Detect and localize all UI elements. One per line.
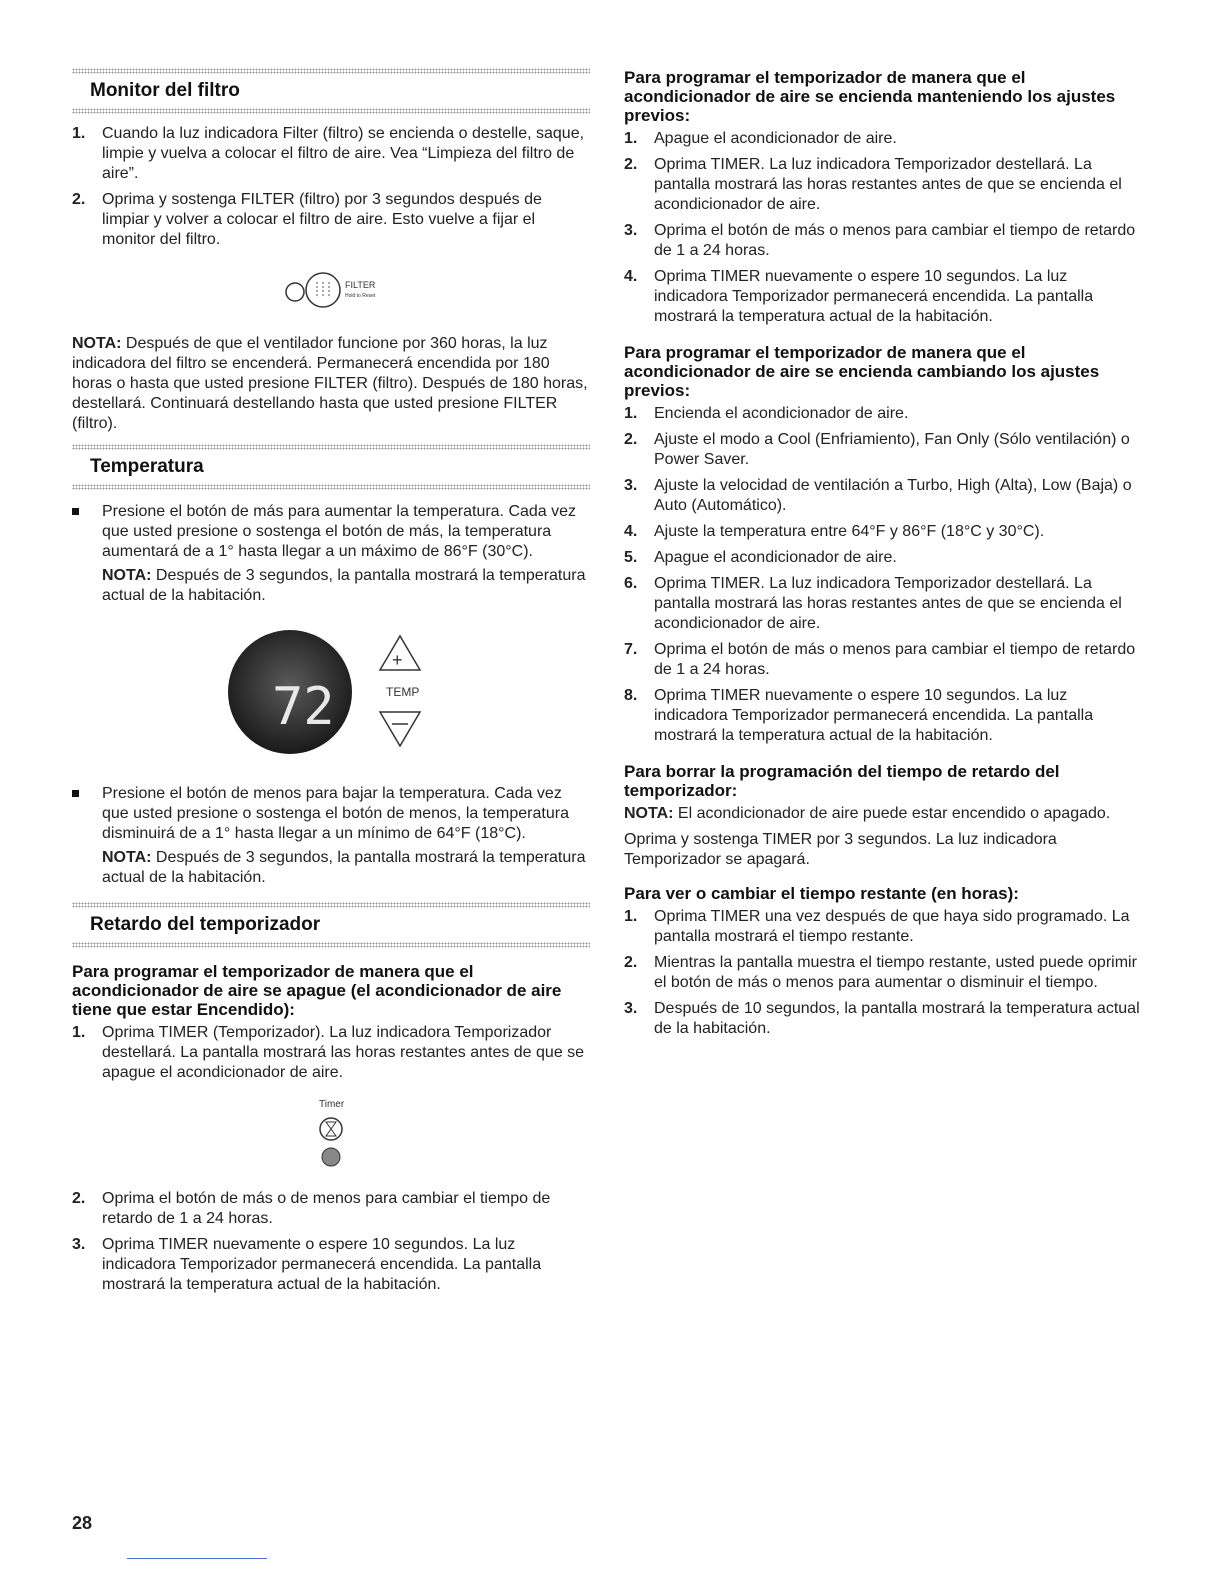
- list-item: 2. Oprima el botón de más o de menos para cambiar el tiempo de retardo de 1 a 24 horas.: [72, 1190, 551, 1227]
- page-number: 28: [72, 1513, 93, 1533]
- list-item: 2. Oprima TIMER. La luz indicadora Temporizador destellará. La pantalla mostrará las horas restantes antes de que se encienda el acondicionador de aire.: [624, 156, 1122, 213]
- timer-button-figure: [301, 1095, 361, 1175]
- section-title: Monitor del filtro: [90, 80, 240, 101]
- subheading: Para ver o cambiar el tiempo restante (en horas):: [624, 884, 1019, 903]
- svg-text:+: +: [392, 650, 403, 670]
- list-item: 1. Encienda el acondicionador de aire.: [624, 405, 909, 422]
- section-title: Retardo del temporizador: [90, 914, 321, 935]
- bullet: [72, 508, 79, 515]
- divider: [72, 484, 590, 490]
- list-item: Presione el botón de menos para bajar la temperatura. Cada vez que usted presione o sostenga el botón de menos, la temperatura disminuirá de a 1° hasta llegar a un mínimo de 64°F (18°C).: [72, 784, 590, 844]
- list-item: 3. Ajuste la velocidad de ventilación a Turbo, High (Alta), Low (Baja) o Auto (Automático).: [624, 477, 1132, 514]
- filter-note: NOTA: Después de que el ventilador funcione por 360 horas, la luz indicadora del filtro se encenderá. Permanecerá encendida por 180 horas o hasta que usted presione FILTER (filtro). Después de 180 horas, destellará. Continuará destellando hasta que usted presione FILTER (filtro).: [72, 335, 588, 432]
- list-item: 1. Oprima TIMER (Temporizador). La luz indicadora Temporizador destellará. La pantalla mostrará las horas restantes antes de que se apague el acondicionador de aire.: [72, 1024, 585, 1081]
- temperature-display-figure: [228, 624, 468, 764]
- subheading: Para programar el temporizador de manera que el acondicionador de aire se apague (el acondicionador de aire tiene que estar Encendido):: [72, 962, 562, 1019]
- list-item: 1. Apague el acondicionador de aire.: [624, 130, 897, 147]
- minus-triangle-icon: [380, 712, 420, 746]
- list-item: 8. Oprima TIMER nuevamente o espere 10 segundos. La luz indicadora Temporizador permanecerá encendida. La pantalla mostrará la temperatura actual de la habitación.: [624, 687, 1094, 744]
- list-item: 7. Oprima el botón de más o menos para cambiar el tiempo de retardo de 1 a 24 horas.: [624, 641, 1136, 678]
- filter-button-figure: [271, 260, 391, 320]
- list-item: 3. Después de 10 segundos, la pantalla mostrará la temperatura actual de la habitación.: [624, 1000, 1140, 1037]
- temp-note-1: NOTA: Después de 3 segundos, la pantalla mostrará la temperatura actual de la habitación.: [102, 567, 586, 604]
- filter-icon: [271, 260, 391, 320]
- list-item: 4. Oprima TIMER nuevamente o espere 10 segundos. La luz indicadora Temporizador permanecerá encendida. La pantalla mostrará la temperatura actual de la habitación.: [624, 268, 1094, 325]
- subheading: Para programar el temporizador de manera que el acondicionador de aire se encienda cambiando los ajustes previos:: [624, 343, 1100, 400]
- list-item: 3. Oprima el botón de más o menos para cambiar el tiempo de retardo de 1 a 24 horas.: [624, 222, 1136, 259]
- divider: [72, 942, 590, 948]
- divider: [72, 902, 590, 908]
- filter-sublabel: Hold to Reset: [345, 293, 376, 299]
- section-timer-clear: [624, 762, 1144, 870]
- list-item: 2. Oprima y sostenga FILTER (filtro) por 3 segundos después de limpiar y volver a colocar el filtro de aire. Esto vuelve a fijar el monitor del filtro.: [72, 191, 542, 248]
- timer-label: Timer: [319, 1099, 345, 1110]
- section-timer-view: [624, 884, 1144, 1039]
- list-item: 1. Cuando la luz indicadora Filter (filtro) se encienda o destelle, saque, limpie y vuelva a colocar el filtro de aire. Vea “Limpieza del filtro de aire”.: [72, 125, 585, 182]
- section-timer-delay: [72, 902, 590, 1295]
- divider: [72, 444, 590, 450]
- temp-note-2: NOTA: Después de 3 segundos, la pantalla mostrará la temperatura actual de la habitación.: [102, 849, 586, 886]
- subheading: Para programar el temporizador de manera que el acondicionador de aire se encienda manteniendo los ajustes previos:: [624, 68, 1116, 125]
- section-timer-on-change: [624, 343, 1144, 746]
- clear-note: NOTA: El acondicionador de aire puede estar encendido o apagado.: [624, 805, 1111, 822]
- steps-list: [624, 129, 1144, 327]
- list-item: 4. Ajuste la temperatura entre 64°F y 86°F (18°C y 30°C).: [624, 523, 1045, 540]
- list-item: Presione el botón de más para aumentar la temperatura. Cada vez que usted presione o sostenga el botón de más, la temperatura aumentará de a 1° hasta llegar a un máximo de 86°F (30°C).: [72, 502, 590, 562]
- divider: [72, 68, 590, 74]
- section-filter-monitor: [72, 68, 590, 434]
- list-item: 1. Oprima TIMER una vez después de que haya sido programado. La pantalla mostrará el tiempo restante.: [624, 908, 1130, 945]
- steps-list: [624, 404, 1144, 746]
- temp-bullets-2: [72, 784, 590, 844]
- right-column: [624, 68, 1144, 1049]
- list-item: 6. Oprima TIMER. La luz indicadora Temporizador destellará. La pantalla mostrará las horas restantes antes de que se encienda el acondicionador de aire.: [624, 575, 1122, 632]
- clear-paragraph: Oprima y sostenga TIMER por 3 segundos. La luz indicadora Temporizador se apagará.: [624, 831, 1057, 868]
- timer-icon: [301, 1095, 361, 1175]
- steps-list: [624, 907, 1144, 1039]
- temp-label: TEMP: [386, 685, 420, 699]
- list-item: 5. Apague el acondicionador de aire.: [624, 549, 897, 566]
- list-item: 3. Oprima TIMER nuevamente o espere 10 segundos. La luz indicadora Temporizador permanecerá encendida. La pantalla mostrará la temperatura actual de la habitación.: [72, 1236, 542, 1293]
- timer-steps-list-a: [72, 1023, 590, 1083]
- temperature-control-icon: [228, 624, 468, 764]
- section-temperature: [72, 444, 590, 888]
- filter-label: FILTER: [345, 280, 376, 290]
- timer-steps-list-b: [72, 1189, 590, 1295]
- left-column: [72, 68, 590, 1305]
- bullet: [72, 790, 79, 797]
- temp-bullets-1: [72, 502, 590, 562]
- divider: [72, 108, 590, 114]
- list-item: 2. Ajuste el modo a Cool (Enfriamiento), Fan Only (Sólo ventilación) o Power Saver.: [624, 431, 1130, 468]
- section-timer-on-keep: [624, 68, 1144, 327]
- filter-steps-list: [72, 124, 590, 250]
- subheading: Para borrar la programación del tiempo de retardo del temporizador:: [624, 762, 1060, 800]
- section-title: Temperatura: [90, 456, 204, 477]
- footer-rule: [127, 1558, 267, 1559]
- temp-display-value: 72: [272, 677, 335, 737]
- list-item: 2. Mientras la pantalla muestra el tiempo restante, usted puede oprimir el botón de más o menos para aumentar o disminuir el tiempo.: [624, 954, 1137, 991]
